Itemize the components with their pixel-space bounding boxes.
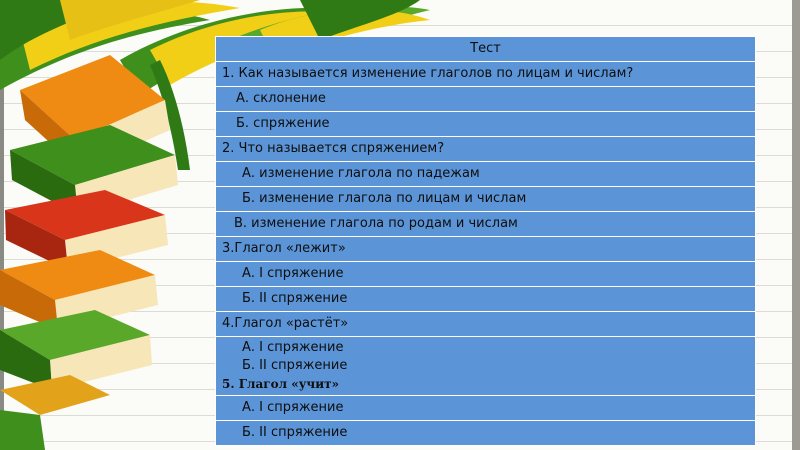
answer-line: Б. II спряжение [242, 358, 348, 373]
table-row [216, 212, 756, 237]
table-row [216, 62, 756, 87]
table-row [216, 262, 756, 287]
table-row [216, 87, 756, 112]
question-cell: 2. Что называется спряжением? [216, 137, 756, 162]
table-header-cell: Тест [216, 37, 756, 62]
table-row [216, 287, 756, 312]
table-row [216, 112, 756, 137]
question-line: 5. Глагол «учит» [222, 377, 340, 391]
table-row [216, 187, 756, 212]
table-row [216, 421, 756, 446]
question-cell: 1. Как называется изменение глаголов по лицам и числам? [216, 62, 756, 87]
answer-cell: А. изменение глагола по падежам [216, 162, 756, 187]
answer-cell: В. изменение глагола по родам и числам [216, 212, 756, 237]
answer-cell: Б. изменение глагола по лицам и числам [216, 187, 756, 212]
answer-line: А. I спряжение [242, 340, 344, 355]
test-table [215, 36, 756, 446]
books-stack-illustration [0, 55, 178, 450]
answer-cell: А. I спряжение [216, 396, 756, 421]
answer-cell: А. I спряжение [216, 262, 756, 287]
answer-cell: А. склонение [216, 87, 756, 112]
table-row [216, 162, 756, 187]
slide-right-border [792, 0, 800, 450]
answer-cell: Б. II спряжение [216, 287, 756, 312]
merged-cell [216, 337, 756, 396]
table-row [216, 237, 756, 262]
table-row [216, 312, 756, 337]
table-header-row [216, 37, 756, 62]
table-row [216, 337, 756, 396]
answer-cell: Б. II спряжение [216, 421, 756, 446]
answer-cell: Б. спряжение [216, 112, 756, 137]
table-row [216, 137, 756, 162]
question-cell: 3.Глагол «лежит» [216, 237, 756, 262]
table-row [216, 396, 756, 421]
question-cell: 4.Глагол «растёт» [216, 312, 756, 337]
